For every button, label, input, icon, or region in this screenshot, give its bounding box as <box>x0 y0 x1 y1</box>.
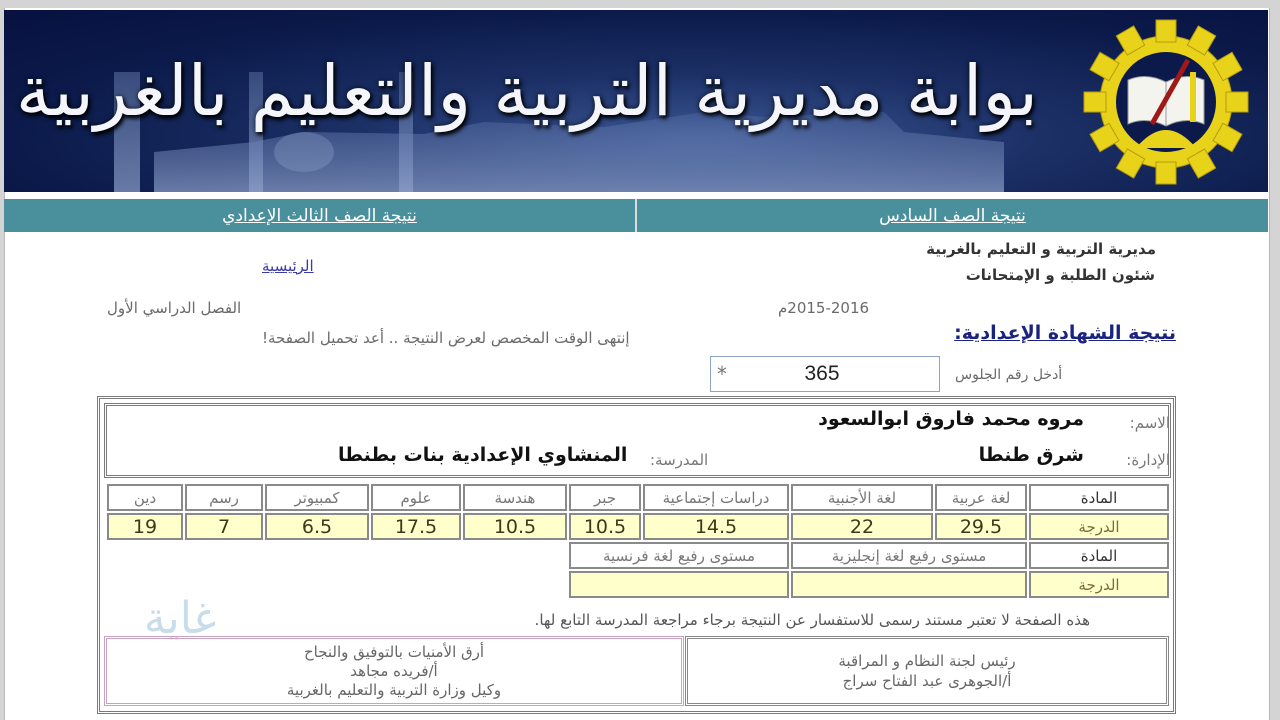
disclaimer-text: هذه الصفحة لا تعتبر مستند رسمى للاستفسار عن النتيجة برجاء مراجعة المدرسة التابع لها. <box>534 611 1090 629</box>
signature-wishes: أرق الأمنيات بالتوفيق والنجاح <box>303 642 485 661</box>
seat-number-field[interactable] <box>710 356 940 392</box>
required-asterisk-icon: * <box>717 362 727 386</box>
grade-value: 14.5 <box>643 513 789 540</box>
org-name: مديرية التربية و التعليم بالغربية <box>926 240 1156 258</box>
subject-name: كمبيوتر <box>265 484 369 511</box>
grade-value: 7 <box>185 513 263 540</box>
subject-name: هندسة <box>463 484 567 511</box>
subject-name: رسم <box>185 484 263 511</box>
grade-value: 6.5 <box>265 513 369 540</box>
seat-number-label: أدخل رقم الجلوس <box>955 367 1063 383</box>
gear-book-pen-logo-icon[interactable] <box>1082 18 1250 186</box>
academic-year: 2015-2016م <box>778 299 870 317</box>
grade-value: 10.5 <box>463 513 567 540</box>
subject-name: علوم <box>371 484 461 511</box>
extra-grade-value <box>791 571 1027 598</box>
grade-value: 10.5 <box>569 513 641 540</box>
grade-header: الدرجة <box>1029 513 1169 540</box>
subject-name: لغة الأجنبية <box>791 484 933 511</box>
subject-header: المادة <box>1029 542 1169 569</box>
student-school: المنشاوي الإعدادية بنات بطنطا <box>338 444 628 466</box>
tab-grade-nine[interactable] <box>4 199 637 232</box>
name-label: الاسم: <box>1129 414 1170 432</box>
extra-grade-value <box>569 571 789 598</box>
subject-row <box>107 484 1169 511</box>
signature-committee-head <box>685 636 1169 706</box>
signature-name: أ/فريده مجاهد <box>350 661 438 680</box>
grade-value: 22 <box>791 513 933 540</box>
tab-grade-six-link[interactable]: نتيجة الصف السادس <box>879 205 1026 226</box>
school-label: المدرسة: <box>650 451 709 469</box>
administration-label: الإدارة: <box>1126 451 1170 469</box>
grade-value: 19 <box>107 513 183 540</box>
watermark-text: غاية <box>143 593 217 644</box>
home-link[interactable]: الرئيسية <box>262 257 314 275</box>
grade-header: الدرجة <box>1029 571 1169 598</box>
student-administration: شرق طنطا <box>978 444 1084 466</box>
academic-term: الفصل الدراسي الأول <box>107 299 242 317</box>
grade-value: 29.5 <box>935 513 1027 540</box>
grade-row <box>107 513 1169 540</box>
empty-cell <box>107 542 567 569</box>
site-banner <box>4 10 1268 192</box>
certificate-title[interactable]: نتيجة الشهادة الإعدادية: <box>954 322 1176 344</box>
tab-grade-nine-link[interactable]: نتيجة الصف الثالث الإعدادي <box>222 205 417 226</box>
subject-name: دراسات إجتماعية <box>643 484 789 511</box>
student-name: مروه محمد فاروق ابوالسعود <box>818 408 1084 430</box>
subject-name: جبر <box>569 484 641 511</box>
timeout-message: إنتهى الوقت المخصص لعرض النتيجة .. أعد تحميل الصفحة! <box>262 329 630 347</box>
tab-grade-six[interactable] <box>637 199 1268 232</box>
signature-undersecretary <box>104 636 684 706</box>
banner-title: بوابة مديرية التربية والتعليم بالغربية <box>15 50 1038 132</box>
subject-name: لغة عربية <box>935 484 1027 511</box>
extra-subject-name: مستوى رفيع لغة فرنسية <box>569 542 789 569</box>
subject-header: المادة <box>1029 484 1169 511</box>
signature-title: وكيل وزارة التربية والتعليم بالغربية <box>286 680 502 699</box>
signature-name: أ/الجوهرى عبد الفتاح سراج <box>842 672 1012 690</box>
org-department: شئون الطلبة و الإمتحانات <box>965 266 1155 284</box>
extra-subject-name: مستوى رفيع لغة إنجليزية <box>791 542 1027 569</box>
nav-bar <box>4 199 1268 232</box>
grades-table <box>105 482 1171 600</box>
subject-name: دين <box>107 484 183 511</box>
extra-grade-row <box>107 571 1169 598</box>
signature-title: رئيس لجنة النظام و المراقبة <box>838 652 1016 670</box>
extra-subject-row <box>107 542 1169 569</box>
seat-number-input[interactable] <box>737 362 907 386</box>
grade-value: 17.5 <box>371 513 461 540</box>
